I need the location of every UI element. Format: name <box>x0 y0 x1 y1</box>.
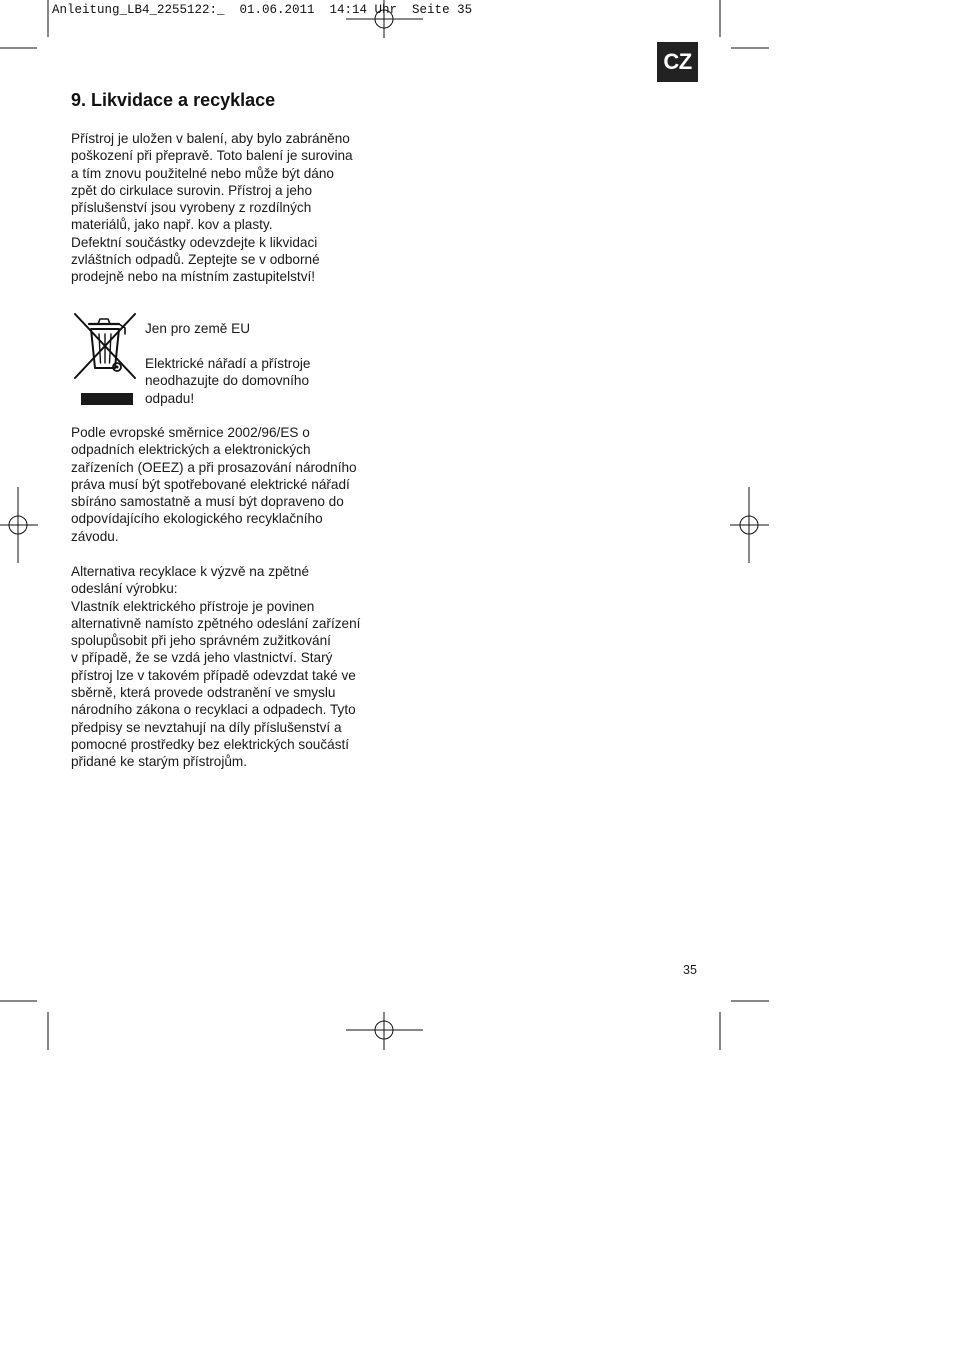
registration-mark-top <box>346 0 423 38</box>
text-line: a tím znovu použitelné nebo může být dáno <box>71 165 334 181</box>
text-line: v případě, že se vzdá jeho vlastnictví. Starý <box>71 650 333 666</box>
text-line: sběrně, která provede odstranění ve smyslu <box>71 685 336 701</box>
crossed-out-wheelie-bin-icon <box>73 312 139 408</box>
text-line: práva musí být spotřebované elektrické nářadí <box>71 476 350 492</box>
text-line: předpisy se nevztahují na díly příslušenství a <box>71 719 342 735</box>
registration-mark-bottom <box>346 1012 423 1050</box>
text-line: Alternativa recyklace k výzvě na zpětné <box>71 564 310 579</box>
directive-paragraph <box>71 424 357 545</box>
packaging-paragraph <box>71 130 353 286</box>
text-line: národního zákona o recyklaci a odpadech. Tyto <box>71 702 356 718</box>
registration-mark-left <box>0 487 38 563</box>
text-line: zpět do cirkulace surovin. Přístroj a jeho <box>71 182 313 198</box>
household-waste-warning <box>145 355 310 407</box>
text-line: přidané ke starým přístrojům. <box>71 754 248 770</box>
registration-mark-right <box>730 487 769 563</box>
recycling-alternative-paragraph <box>71 563 360 771</box>
page-number: 35 <box>683 963 697 977</box>
text-line: příslušenství jsou vyrobeny z rozdílných <box>71 200 312 216</box>
text-line: Vlastník elektrického přístroje je povinen <box>71 598 315 614</box>
text-line: Jen pro země EU <box>145 321 251 336</box>
eu-only-note <box>145 320 250 337</box>
text-line: přístroj lze v takovém případě odevzdat také ve <box>71 667 356 683</box>
text-line: Přístroj je uložen v balení, aby bylo zabráněno <box>71 131 350 146</box>
text-line: Defektní součástky odevzdejte k likvidaci <box>71 234 318 250</box>
text-line: Elektrické nářadí a přístroje <box>145 356 311 371</box>
text-line: sbíráno samostatně a musí být dopraveno do <box>71 494 344 510</box>
text-line: poškození při přepravě. Toto balení je surovina <box>71 148 353 164</box>
text-line: zvláštních odpadů. Zeptejte se v odborné <box>71 252 320 268</box>
language-badge: CZ <box>657 42 698 82</box>
print-slug: Anleitung_LB4_2255122:_ 01.06.2011 14:14 Uhr Seite 35 <box>52 3 473 17</box>
text-line: odpovídajícího ekologického recyklačního <box>71 511 323 527</box>
text-line: Podle evropské směrnice 2002/96/ES o <box>71 425 310 440</box>
text-line: prodejně nebo na místním zastupitelství! <box>71 269 316 285</box>
text-line: spolupůsobit při jeho správném zužitkování <box>71 633 331 649</box>
text-line: odpadu! <box>145 390 195 406</box>
text-line: pomocné prostředky bez elektrických součástí <box>71 736 350 752</box>
text-line: zařízeních (OEEZ) a při prosazování národního <box>71 459 357 475</box>
text-line: alternativně namísto zpětného odeslání zařízení <box>71 615 361 631</box>
text-line: neodhazujte do domovního <box>145 373 310 389</box>
text-line: materiálů, jako např. kov a plasty. <box>71 217 273 233</box>
section-title: 9. Likvidace a recyklace <box>71 90 276 110</box>
text-line: závodu. <box>71 528 119 544</box>
text-line: odeslání výrobku: <box>71 581 178 597</box>
text-line: odpadních elektrických a elektronických <box>71 442 311 458</box>
